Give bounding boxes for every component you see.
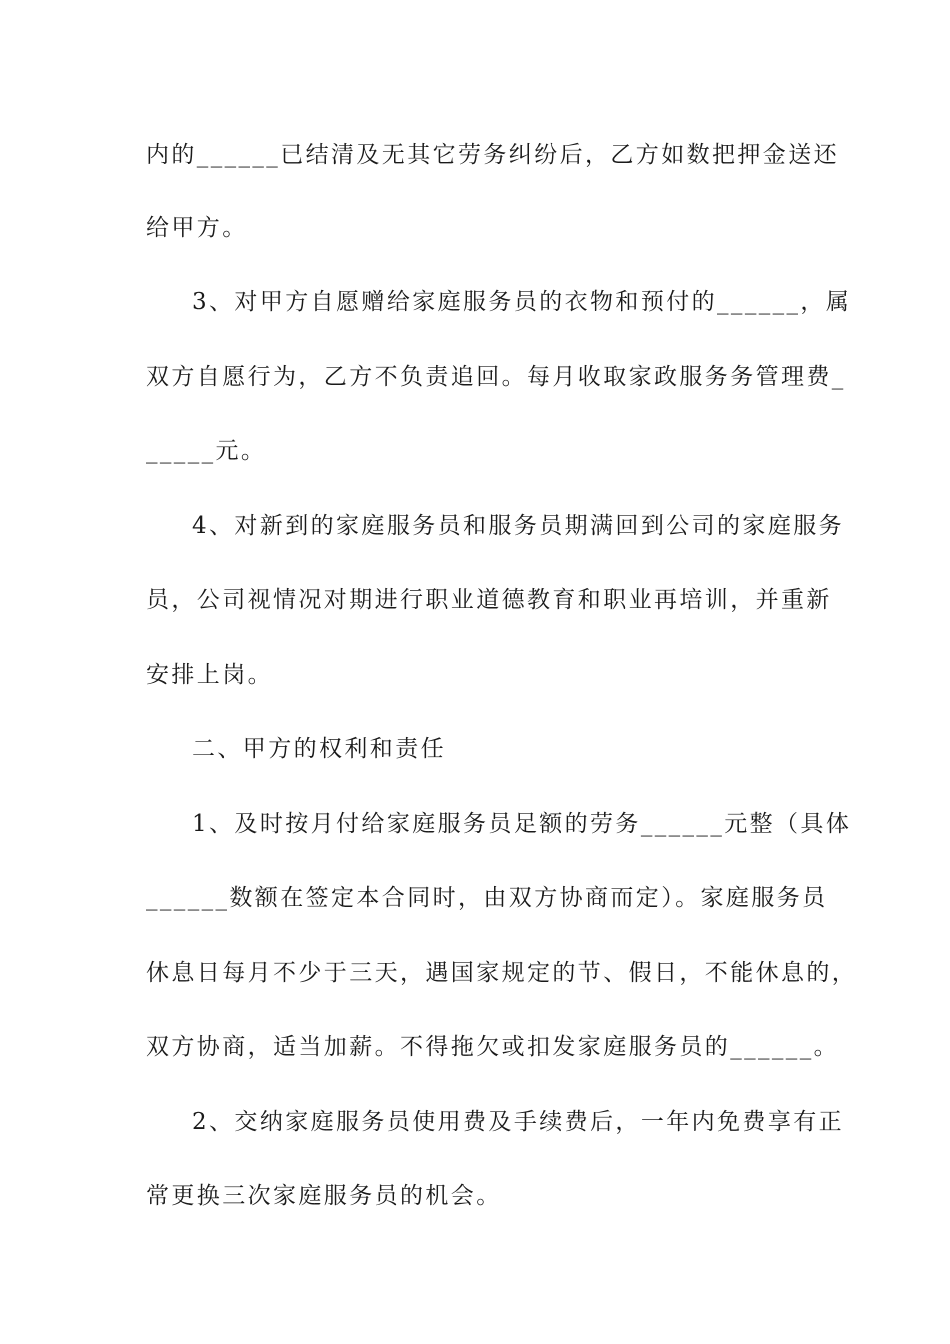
- text-line: 员，公司视情况对期进行职业道德教育和职业再培训，并重新: [146, 587, 832, 613]
- text-line: 休息日每月不少于三天，遇国家规定的节、假日，不能休息的，: [146, 960, 858, 986]
- text-line: ______数额在签定本合同时，由双方协商而定）。家庭服务员: [146, 885, 828, 911]
- text-line: 双方协商，适当加薪。不得拖欠或扣发家庭服务员的______。: [146, 1034, 839, 1060]
- text-line: _____元。: [146, 438, 267, 464]
- paragraph-1-start: 1、及时按月付给家庭服务员足额的劳务______元整（具体: [192, 811, 852, 837]
- text-line: 双方自愿行为，乙方不负责追回。每月收取家政服务务管理费_: [146, 364, 846, 390]
- text-line: 安排上岗。: [146, 662, 273, 688]
- paragraph-2-start: 2、交纳家庭服务员使用费及手续费后，一年内免费享有正: [192, 1109, 845, 1135]
- text-line: 常更换三次家庭服务员的机会。: [146, 1183, 502, 1209]
- paragraph-4-start: 4、对新到的家庭服务员和服务员期满回到公司的家庭服务: [192, 513, 845, 539]
- section-heading: 二、甲方的权利和责任: [192, 736, 446, 762]
- text-line: 内的______已结清及无其它劳务纠纷后，乙方如数把押金送还: [146, 142, 839, 168]
- paragraph-3-start: 3、对甲方自愿赠给家庭服务员的衣物和预付的______，属: [192, 289, 852, 315]
- text-line: 给甲方。: [146, 215, 248, 241]
